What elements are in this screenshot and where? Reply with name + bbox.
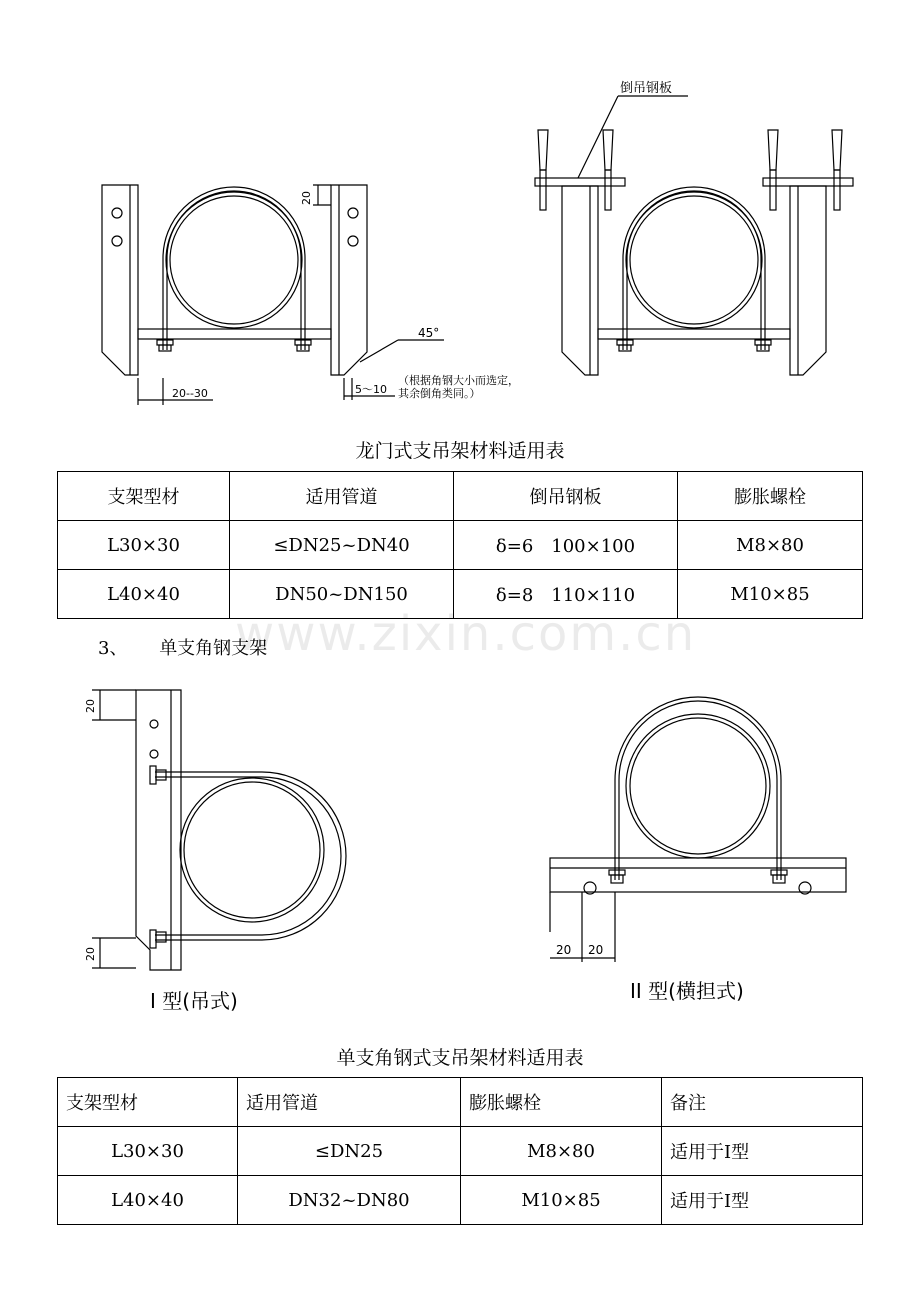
watermark: www.zixin.com.cn (235, 606, 697, 662)
table1-caption: 龙门式支吊架材料适用表 (355, 440, 565, 462)
table-cell: M10×85 (461, 1176, 662, 1225)
table-header-cell: 膨胀螺栓 (461, 1078, 662, 1127)
type-i-drawing (0, 680, 420, 1020)
table1 (57, 471, 863, 619)
table-header-cell: 支架型材 (58, 1078, 238, 1127)
table-cell: δ=8 110×110 (454, 570, 678, 619)
table-cell: L40×40 (58, 1176, 238, 1225)
gantry-support-drawing (0, 0, 520, 440)
table-cell: DN50~DN150 (230, 570, 454, 619)
chamfer-note: （根据角钢大小而选定，其余倒角类同。） (398, 374, 519, 400)
dim-top: 20 (84, 699, 97, 713)
table-cell: M10×85 (678, 570, 863, 619)
dim-top-20: 20 (300, 191, 313, 205)
section-3-heading (98, 634, 267, 660)
dim-bottom: 20 (84, 947, 97, 961)
table2-caption: 单支角钢式支吊架材料适用表 (336, 1047, 584, 1069)
table-cell: L30×30 (58, 521, 230, 570)
table-header-cell: 倒吊钢板 (454, 472, 678, 521)
table-cell: 适用于Ⅰ型 (662, 1176, 863, 1225)
table-cell: L30×30 (58, 1127, 238, 1176)
table-cell: ≤DN25~DN40 (230, 521, 454, 570)
type-ii-drawing (540, 680, 910, 980)
table-header-cell: 膨胀螺栓 (678, 472, 863, 521)
table-header-cell: 适用管道 (238, 1078, 461, 1127)
section-number: 3、 (98, 638, 128, 659)
dim-b: 20 (588, 943, 604, 957)
table-cell: L40×40 (58, 570, 230, 619)
table2 (57, 1077, 863, 1225)
table-header-cell: 支架型材 (58, 472, 230, 521)
table-row (58, 1078, 863, 1127)
table-cell: 适用于Ⅰ型 (662, 1127, 863, 1176)
table-row (58, 1127, 863, 1176)
hanging-plate-label: 倒吊钢板 (620, 81, 673, 96)
dim-bottom: 20--30 (172, 387, 208, 400)
table-header-cell: 备注 (662, 1078, 863, 1127)
type-ii-label: II 型(横担式) (630, 979, 744, 1003)
hanging-plate-drawing (520, 0, 920, 440)
table-cell: δ=6 100×100 (454, 521, 678, 570)
dim-chamfer: 5～10 (355, 383, 387, 396)
table-row (58, 472, 863, 521)
table-cell: DN32~DN80 (238, 1176, 461, 1225)
table-cell: M8×80 (461, 1127, 662, 1176)
table-header-cell: 适用管道 (230, 472, 454, 521)
table-cell: ≤DN25 (238, 1127, 461, 1176)
section-title: 单支角钢支架 (159, 638, 268, 659)
type-i-label: I 型(吊式) (150, 989, 238, 1013)
table-row (58, 1176, 863, 1225)
table-cell: M8×80 (678, 521, 863, 570)
dim-a: 20 (556, 943, 572, 957)
dim-angle: 45° (418, 326, 440, 340)
table-row (58, 521, 863, 570)
